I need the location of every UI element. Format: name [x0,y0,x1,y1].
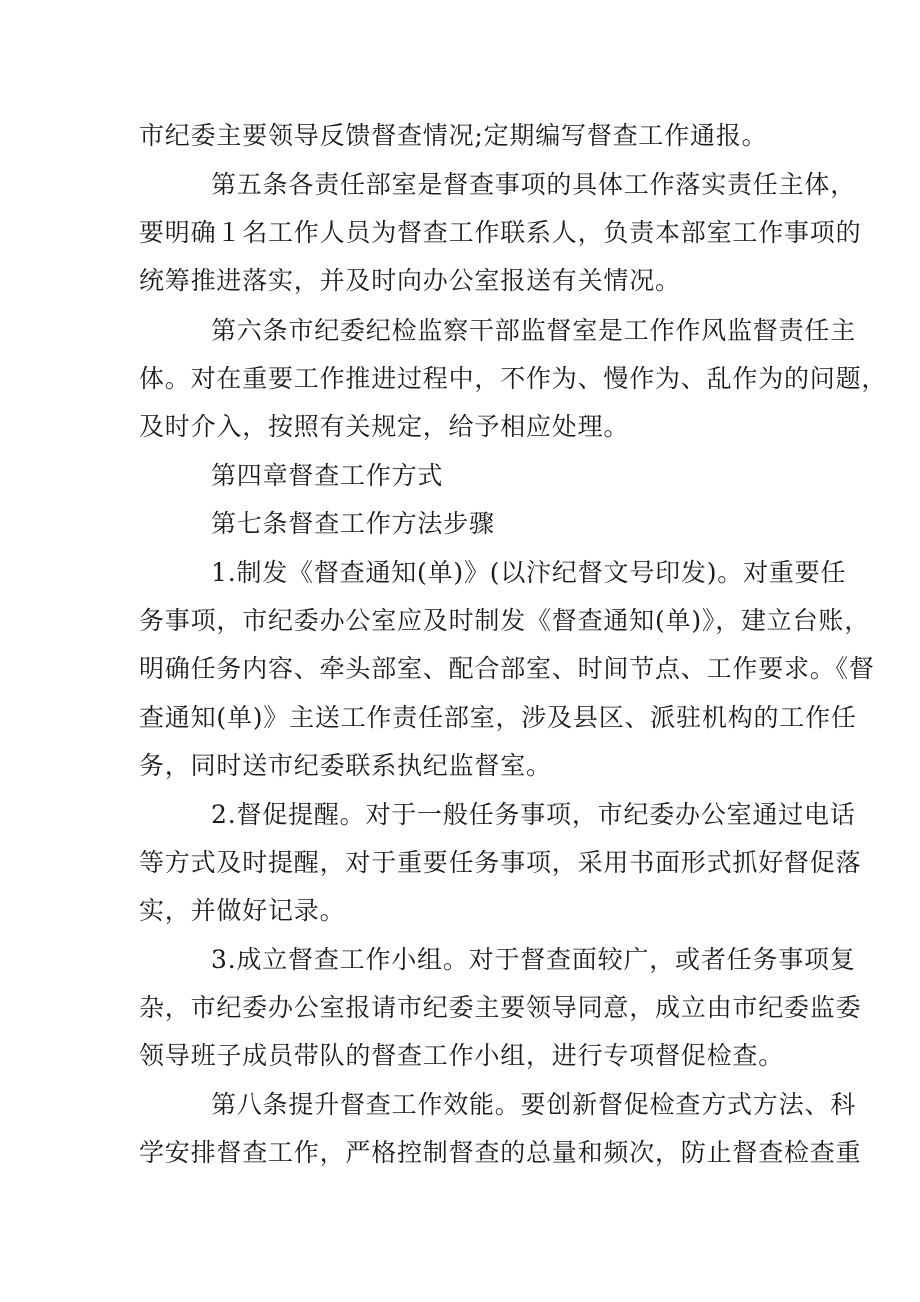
text-line: 及时介入，按照有关规定，给予相应处理。 [139,412,630,441]
text-line: 领导班子成员带队的督查工作小组，进行专项督促检查。 [139,1041,785,1070]
text-line: 查通知(单)》主送工作责任部室，涉及县区、派驻机构的工作任 [139,703,857,732]
text-line: 体。对在重要工作推进过程中，不作为、慢作为、乱作为的问题， [139,364,888,393]
text-line: 等方式及时提醒，对于重要任务事项，采用书面形式抓好督促落 [139,848,862,877]
item-1-line: 1.制发《督查通知(单)》(以汴纪督文号印发)。对重要任 [211,558,847,587]
text-line: 统筹推进落实，并及时向办公室报送有关情况。 [139,266,681,295]
text-line: 务，同时送市纪委联系执纪监督室。 [139,751,552,780]
text-line: 杂，市纪委办公室报请市纪委主要领导同意，成立由市纪委监委 [139,993,862,1022]
text-line: 学安排督查工作，严格控制督查的总量和频次，防止督查检查重 [139,1138,862,1167]
article-6-heading-line: 第六条市纪委纪检监察干部监督室是工作作风监督责任主 [211,316,857,345]
text-line: 明确任务内容、牵头部室、配合部室、时间节点、工作要求。《督 [139,654,875,683]
text-line: 市纪委主要领导反馈督查情况;定期编写督查工作通报。 [139,121,768,150]
text-line: 实，并做好记录。 [139,896,346,925]
article-8-heading-line: 第八条提升督查工作效能。要创新督促检查方式方法、科 [211,1090,857,1119]
text-line: 务事项，市纪委办公室应及时制发《督查通知(单)》，建立台账， [139,606,871,635]
item-2-line: 2.督促提醒。对于一般任务事项，市纪委办公室通过电话 [211,800,856,829]
item-3-line: 3.成立督查工作小组。对于督查面较广，或者任务事项复 [211,945,856,974]
article-7-heading: 第七条督查工作方法步骤 [211,509,495,538]
article-5-heading-line: 第五条各责任部室是督查事项的具体工作落实责任主体， [211,170,857,199]
text-line: 要明确１名工作人员为督查工作联系人，负责本部室工作事项的 [139,218,862,247]
chapter-4-heading: 第四章督查工作方式 [211,461,444,490]
